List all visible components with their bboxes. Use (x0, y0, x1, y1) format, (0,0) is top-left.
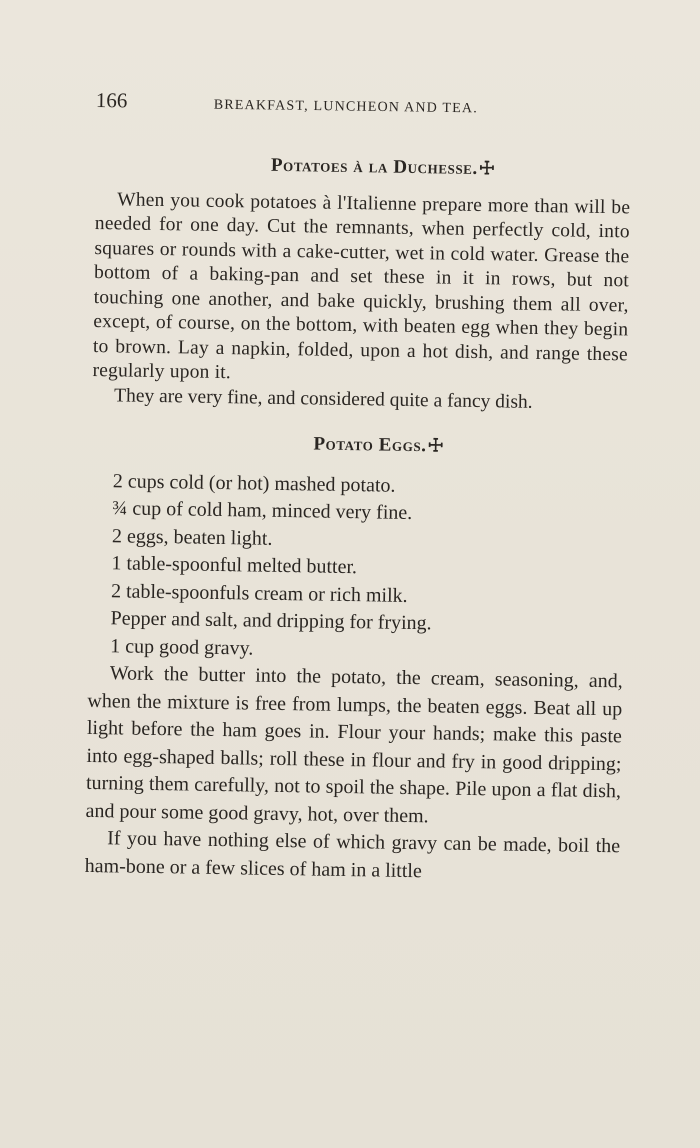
ingredient-item: 1 cup good gravy. (110, 634, 254, 660)
ingredient-item: Pepper and salt, and dripping for frying. (110, 607, 432, 635)
recipe-title-text: Potatoes à la Duchesse. (270, 154, 479, 179)
recipe-title-duchesse (96, 150, 631, 184)
duchesse-paragraph-1: When you cook potatoes à l'Italienne prepare more than will be needed for one day. Cut the remnants, when perfectly cold, into squares or rounds with a cake-cutter, wet in cold water. Grease the bottom of a baking-pan and set these in it in rows, but not touching one another, and bake quickly, brushing them all over, except, of course, on the bottom, with beaten egg when they begin to brown. Lay a napkin, folded, upon a hot dish, and range these regularly upon it. (92, 188, 631, 384)
ingredient-item: ¾ cup of cold ham, minced very fine. (112, 497, 413, 525)
page-header (96, 88, 536, 124)
running-head: BREAKFAST, LUNCHEON AND TEA. (213, 97, 479, 117)
potato-eggs-paragraph-2: If you have nothing else of which gravy can be made, boil the ham-bone or a few slices of ham in a little (84, 827, 621, 882)
recipe-title-potato-eggs (91, 428, 626, 462)
ingredient-item: 2 eggs, beaten light. (111, 524, 273, 550)
ingredient-item: 2 table-spoonfuls cream or rich milk. (110, 579, 408, 607)
ingredient-list (88, 467, 626, 668)
page-body (85, 150, 631, 888)
duchesse-paragraph-2: They are very fine, and considered quite a fancy dish. (113, 384, 533, 413)
recipe-title-text: Potato Eggs. (313, 433, 427, 457)
ingredient-item: 1 table-spoonful melted butter. (111, 552, 358, 579)
maltese-cross-icon: ☩ (478, 158, 496, 179)
potato-eggs-paragraph-1: Work the butter into the potato, the cream, seasoning, and, when the mixture is free from lumps, the beaten eggs. Beat all up light before the ham goes in. Flour your hands; make this paste into egg-shaped balls; roll these in flour and fry in good dripping; turning them carefully, not to spoil the shape. Pile upon a flat dish, and pour some good gravy, hot, over them. (85, 662, 623, 827)
maltese-cross-icon: ☩ (427, 435, 445, 456)
page-number: 166 (95, 88, 128, 113)
ingredient-item: 2 cups cold (or hot) mashed potato. (112, 469, 396, 497)
